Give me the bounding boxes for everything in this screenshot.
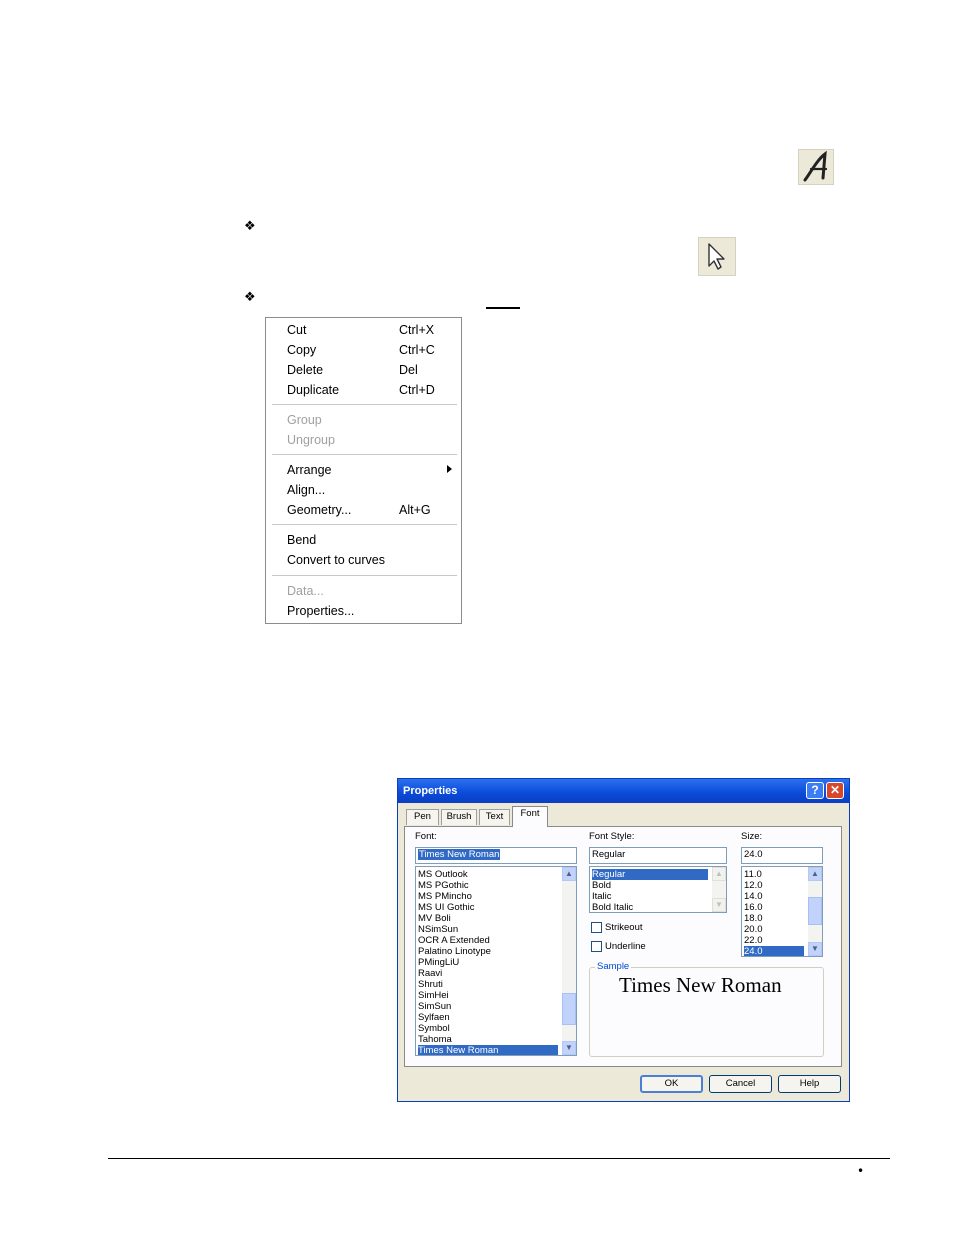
font-list[interactable] — [415, 866, 577, 1056]
menu-item-bend[interactable] — [287, 530, 457, 550]
list-item[interactable]: SimSun — [418, 1001, 452, 1012]
menu-item-label: Properties... — [287, 604, 355, 618]
pointer-arrow-icon[interactable] — [698, 237, 736, 276]
menu-item-shortcut: Ctrl+X — [399, 323, 435, 337]
submenu-arrow-icon — [447, 465, 452, 473]
menu-item-data — [287, 581, 457, 601]
menu-item-shortcut: Ctrl+C — [399, 343, 435, 357]
scroll-thumb[interactable] — [808, 897, 822, 925]
menu-item-label: Align... — [287, 483, 326, 497]
menu-item-label: Data... — [287, 584, 324, 598]
list-item[interactable]: NSimSun — [418, 924, 459, 935]
menu-item-label: Arrange — [287, 463, 332, 477]
properties-dialog — [397, 778, 850, 1102]
sample-label: Sample — [597, 961, 630, 972]
text-tool-icon[interactable] — [798, 149, 834, 185]
list-item[interactable]: Regular — [592, 869, 708, 880]
list-item[interactable]: SimHei — [418, 990, 449, 1001]
menu-separator — [272, 404, 457, 405]
sample-text: Times New Roman — [619, 973, 782, 997]
menu-item-label: Copy — [287, 343, 317, 357]
menu-item-group — [287, 410, 457, 430]
tab-font[interactable]: Font — [512, 806, 548, 827]
list-item[interactable]: Shruti — [418, 979, 443, 990]
context-menu — [265, 317, 462, 624]
menu-item-shortcut: Del — [399, 363, 418, 377]
help-button[interactable]: Help — [778, 1075, 841, 1093]
font-style-list[interactable] — [589, 866, 727, 913]
font-list-scrollbar[interactable] — [562, 867, 576, 1055]
menu-separator — [272, 524, 457, 525]
list-item[interactable]: 24.0 — [744, 946, 804, 957]
menu-item-arrange[interactable] — [287, 460, 457, 480]
list-item[interactable]: Sylfaen — [418, 1012, 450, 1023]
underline-mark — [486, 307, 520, 309]
tab-pen[interactable]: Pen — [406, 809, 439, 825]
menu-item-label: Cut — [287, 323, 307, 337]
list-item[interactable]: 12.0 — [744, 880, 763, 891]
footer-bullet: • — [857, 1164, 865, 1178]
list-item[interactable]: Times New Roman — [418, 1045, 558, 1056]
menu-item-duplicate[interactable] — [287, 380, 457, 400]
font-style-label: Font Style: — [589, 831, 635, 842]
font-style-value: Regular — [592, 849, 626, 860]
help-icon[interactable]: ? — [806, 782, 824, 799]
list-item[interactable]: 20.0 — [744, 924, 763, 935]
underline-label: Underline — [605, 941, 646, 952]
menu-item-copy[interactable] — [287, 340, 457, 360]
menu-item-label: Duplicate — [287, 383, 340, 397]
menu-item-ungroup — [287, 430, 457, 450]
font-label: Font: — [415, 831, 437, 842]
letter-a-glyph — [799, 150, 833, 184]
scroll-up-icon[interactable]: ▲ — [562, 867, 576, 881]
font-style-input[interactable] — [589, 847, 727, 864]
list-item[interactable]: Raavi — [418, 968, 443, 979]
scroll-up-icon[interactable]: ▲ — [808, 867, 822, 881]
menu-item-label: Convert to curves — [287, 553, 385, 567]
list-item[interactable]: Tahoma — [418, 1034, 452, 1045]
list-item[interactable]: 14.0 — [744, 891, 763, 902]
menu-item-label: Delete — [287, 363, 324, 377]
list-item[interactable]: Symbol — [418, 1023, 450, 1034]
list-item[interactable]: Italic — [592, 891, 612, 902]
list-item[interactable]: MS PMincho — [418, 891, 472, 902]
list-item[interactable]: MS PGothic — [418, 880, 469, 891]
dialog-titlebar[interactable] — [398, 779, 849, 803]
menu-item-geometry[interactable] — [287, 500, 457, 520]
tab-brush[interactable]: Brush — [441, 809, 477, 825]
list-item[interactable]: PMingLiU — [418, 957, 460, 968]
size-input[interactable] — [741, 847, 823, 864]
footer-rule — [108, 1158, 890, 1159]
list-item[interactable]: MV Boli — [418, 913, 451, 924]
scroll-down-icon[interactable]: ▼ — [562, 1041, 576, 1055]
font-tab-panel — [404, 826, 842, 1067]
list-item[interactable]: 16.0 — [744, 902, 763, 913]
font-name-input[interactable] — [415, 847, 577, 864]
underline-checkbox[interactable] — [591, 941, 602, 952]
scroll-thumb[interactable] — [562, 993, 576, 1025]
list-item[interactable]: 11.0 — [744, 869, 762, 880]
menu-item-align[interactable] — [287, 480, 457, 500]
menu-item-label: Ungroup — [287, 433, 335, 447]
close-icon[interactable]: ✕ — [826, 782, 844, 799]
scroll-up-icon: ▲ — [712, 867, 726, 881]
dialog-title: Properties — [403, 785, 458, 797]
size-value: 24.0 — [744, 849, 763, 860]
size-label: Size: — [741, 831, 763, 842]
menu-separator — [272, 454, 457, 455]
cancel-button[interactable]: Cancel — [709, 1075, 772, 1093]
ok-button[interactable]: OK — [640, 1075, 703, 1093]
menu-separator — [272, 575, 457, 576]
menu-item-label: Group — [287, 413, 322, 427]
strikeout-checkbox[interactable] — [591, 922, 602, 933]
menu-item-cut[interactable] — [287, 320, 457, 340]
menu-item-label: Geometry... — [287, 503, 352, 517]
list-item[interactable]: 18.0 — [744, 913, 763, 924]
cursor-arrow-glyph — [699, 238, 735, 275]
size-list[interactable] — [741, 866, 823, 957]
list-item[interactable]: Palatino Linotype — [418, 946, 491, 957]
menu-item-label: Bend — [287, 533, 317, 547]
list-item[interactable]: OCR A Extended — [418, 935, 490, 946]
scroll-down-icon[interactable]: ▼ — [808, 942, 822, 956]
bullet-point: ❖ — [244, 219, 256, 234]
font-style-scrollbar — [712, 867, 726, 912]
scroll-down-icon: ▼ — [712, 898, 726, 912]
menu-item-properties[interactable] — [287, 601, 457, 621]
menu-item-shortcut: Alt+G — [399, 503, 431, 517]
tab-text[interactable]: Text — [479, 809, 510, 825]
menu-item-convert-to-curves[interactable] — [287, 550, 457, 570]
list-item[interactable]: MS Outlook — [418, 869, 468, 880]
strikeout-label: Strikeout — [605, 922, 643, 933]
bullet-point: ❖ — [244, 290, 256, 305]
size-list-scrollbar[interactable] — [808, 867, 822, 956]
list-item[interactable]: 22.0 — [744, 935, 763, 946]
menu-item-delete[interactable] — [287, 360, 457, 380]
menu-item-shortcut: Ctrl+D — [399, 383, 435, 397]
font-name-value: Times New Roman — [419, 849, 500, 860]
list-item[interactable]: Bold Italic — [592, 902, 634, 913]
list-item[interactable]: MS UI Gothic — [418, 902, 475, 913]
list-item[interactable]: Bold — [592, 880, 612, 891]
